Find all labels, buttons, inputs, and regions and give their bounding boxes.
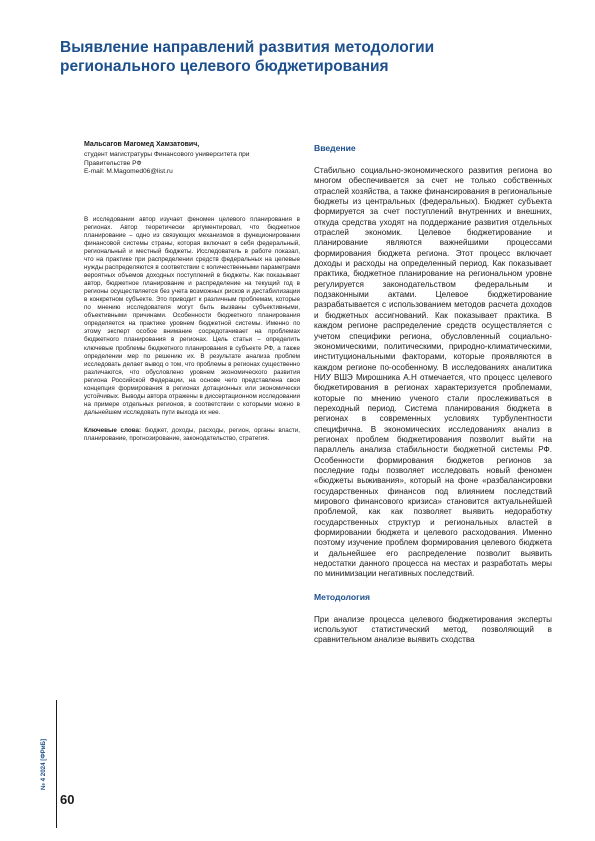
left-column [84,140,300,443]
keywords-list: бюджет, доходы, расходы, регион, органы власти, планирование, прогнозирование, законодательство, стратегия. [84,426,301,442]
article-title: Выявление направлений развития методологии регионального целевого бюджетирования [60,39,435,75]
journal-issue-label: № 4 2024 [ФРиБ] [40,738,47,790]
margin-divider-line [56,700,57,828]
author-block [84,140,300,177]
right-column [314,143,552,646]
author-position-line1: студент магистратуры Финансового университета при [84,151,250,158]
section-heading-methods: Методология [314,591,371,602]
methods-body-text: При анализе процесса целевого бюджетирования эксперты используют статистический метод, позволяющий в сравнительном анализе выявить сходства [314,614,552,645]
intro-body-text: Стабильно социально-экономического развития региона во многом обеспечивается за счет не только собственных отраслей хозяйства, а также финансирования в региональные бюджеты из центральных (федеральных). Бюджет субъекта формируется за счет поступлений внутренних и внешних, откуда средства уходят на поддержание развития отдельных отраслей экономик. Целевое бюджетирование и планирование являются важнейшими процессами формирования бюджета региона. Этот процесс включает доходы и расходы на определенный период. Как показывает практика, бюджетное планирование на региональном уровне регулируется законодательством федеральным и подзаконными актами. Целевое бюджетирование разрабатывается с использованием методов расчета доходов и бюджетных ассигнований. Как показывает практика. В каждом регионе распределение средств осуществляется с учетом специфики региона, обусловленный социально-экономическими, политическими, природно-климатическими, институциональными факторами, которые проявляются в каждом регионе по-особенному. В исследованиях аналитика НИУ ВШЭ Мирошника А.Н отмечается, что процесс целевого бюджетирования в регионах характеризуется проблемами, которые по мнению ученого стали прослеживаться в переходный период. Система планирования бюджета в регионах в современных условиях турбулентности специфична. В экономических исследованиях анализ в регионах проблем бюджетирования позволит выйти на параллель анализа стабильности бюджетной системы РФ. Особенности формирования бюджетов регионов за последние годы позволяет исследовать новый феномен «бюджеты выживания», который на фоне «разбалансировки государственных финансов под влиянием последствий мирового финансового кризиса» становится актуальнейшей проблемой, как как позволяет выявить недоработку государственных структур и региональных властей в формировании бюджета и целевого расходования. Именно поэтому изучение проблем формирования целевого бюджета и дальнейшее его распределение позволит выявить недостатки данного процесса на местах и разработать меры по минимизации негативных последствий. [314,166,552,579]
author-position-line2: Правительстве РФ [84,159,142,167]
section-heading-intro: Введение [314,143,356,153]
page-number: 60 [60,792,75,807]
abstract-text: В исследовании автор изучает феномен целевого планирования в регионах. Автор теоретически аргументировал, что бюджетное планирование – одно из связующих механизмов в функционировании финансовой системы страны, которая включает в себя федеральный, региональный и местный бюджеты. Исследователь в работе показал, что на практике при распределении средств федеральных на целевые нужды распределяются в соответствии с количественными параметрами вероятных объемов доходных поступлений в бюджеты. Как показывает автор, бюджетное планирование и распределение на текущий год в регионы осуществляется без учета возможных рисков и дестабилизации в конкретном субъекте. Это приводит к различным проблемам, которые по мнению исследователя могут быть вызваны субъективными, объективными причинами. Особенности бюджетного планирования определяется на практике уровнем бюджетной системы. Именно по этому эксперт особое внимание сосредотачивает на проблемах бюджетного планирования в регионах. Цель статьи – определить ключевые проблемы бюджетного планирования в субъекте РФ, а также определении мер по решению их. В результате анализа проблем исследовать делает вывод о том, что проблемы в регионах существенно различаются, что обусловлено уровнем экономического развития региона Российской Федерации, на основе чего представлена своя концепция формирования в регионах дотационных или экономически устойчивых. Выводы автора отражены в диссертационном исследовании на примере отдельных регионов, в соответствии с которыми можно в дальнейшем исследовать пути выхода их нее. [84,215,300,416]
keywords-label: Ключевые слова: [84,426,142,434]
author-name: Мальсагов Магомед Хамзатович, [84,141,200,148]
author-email: E-mail: M.Magomed06@list.ru [84,168,173,176]
keywords-paragraph [84,427,300,443]
